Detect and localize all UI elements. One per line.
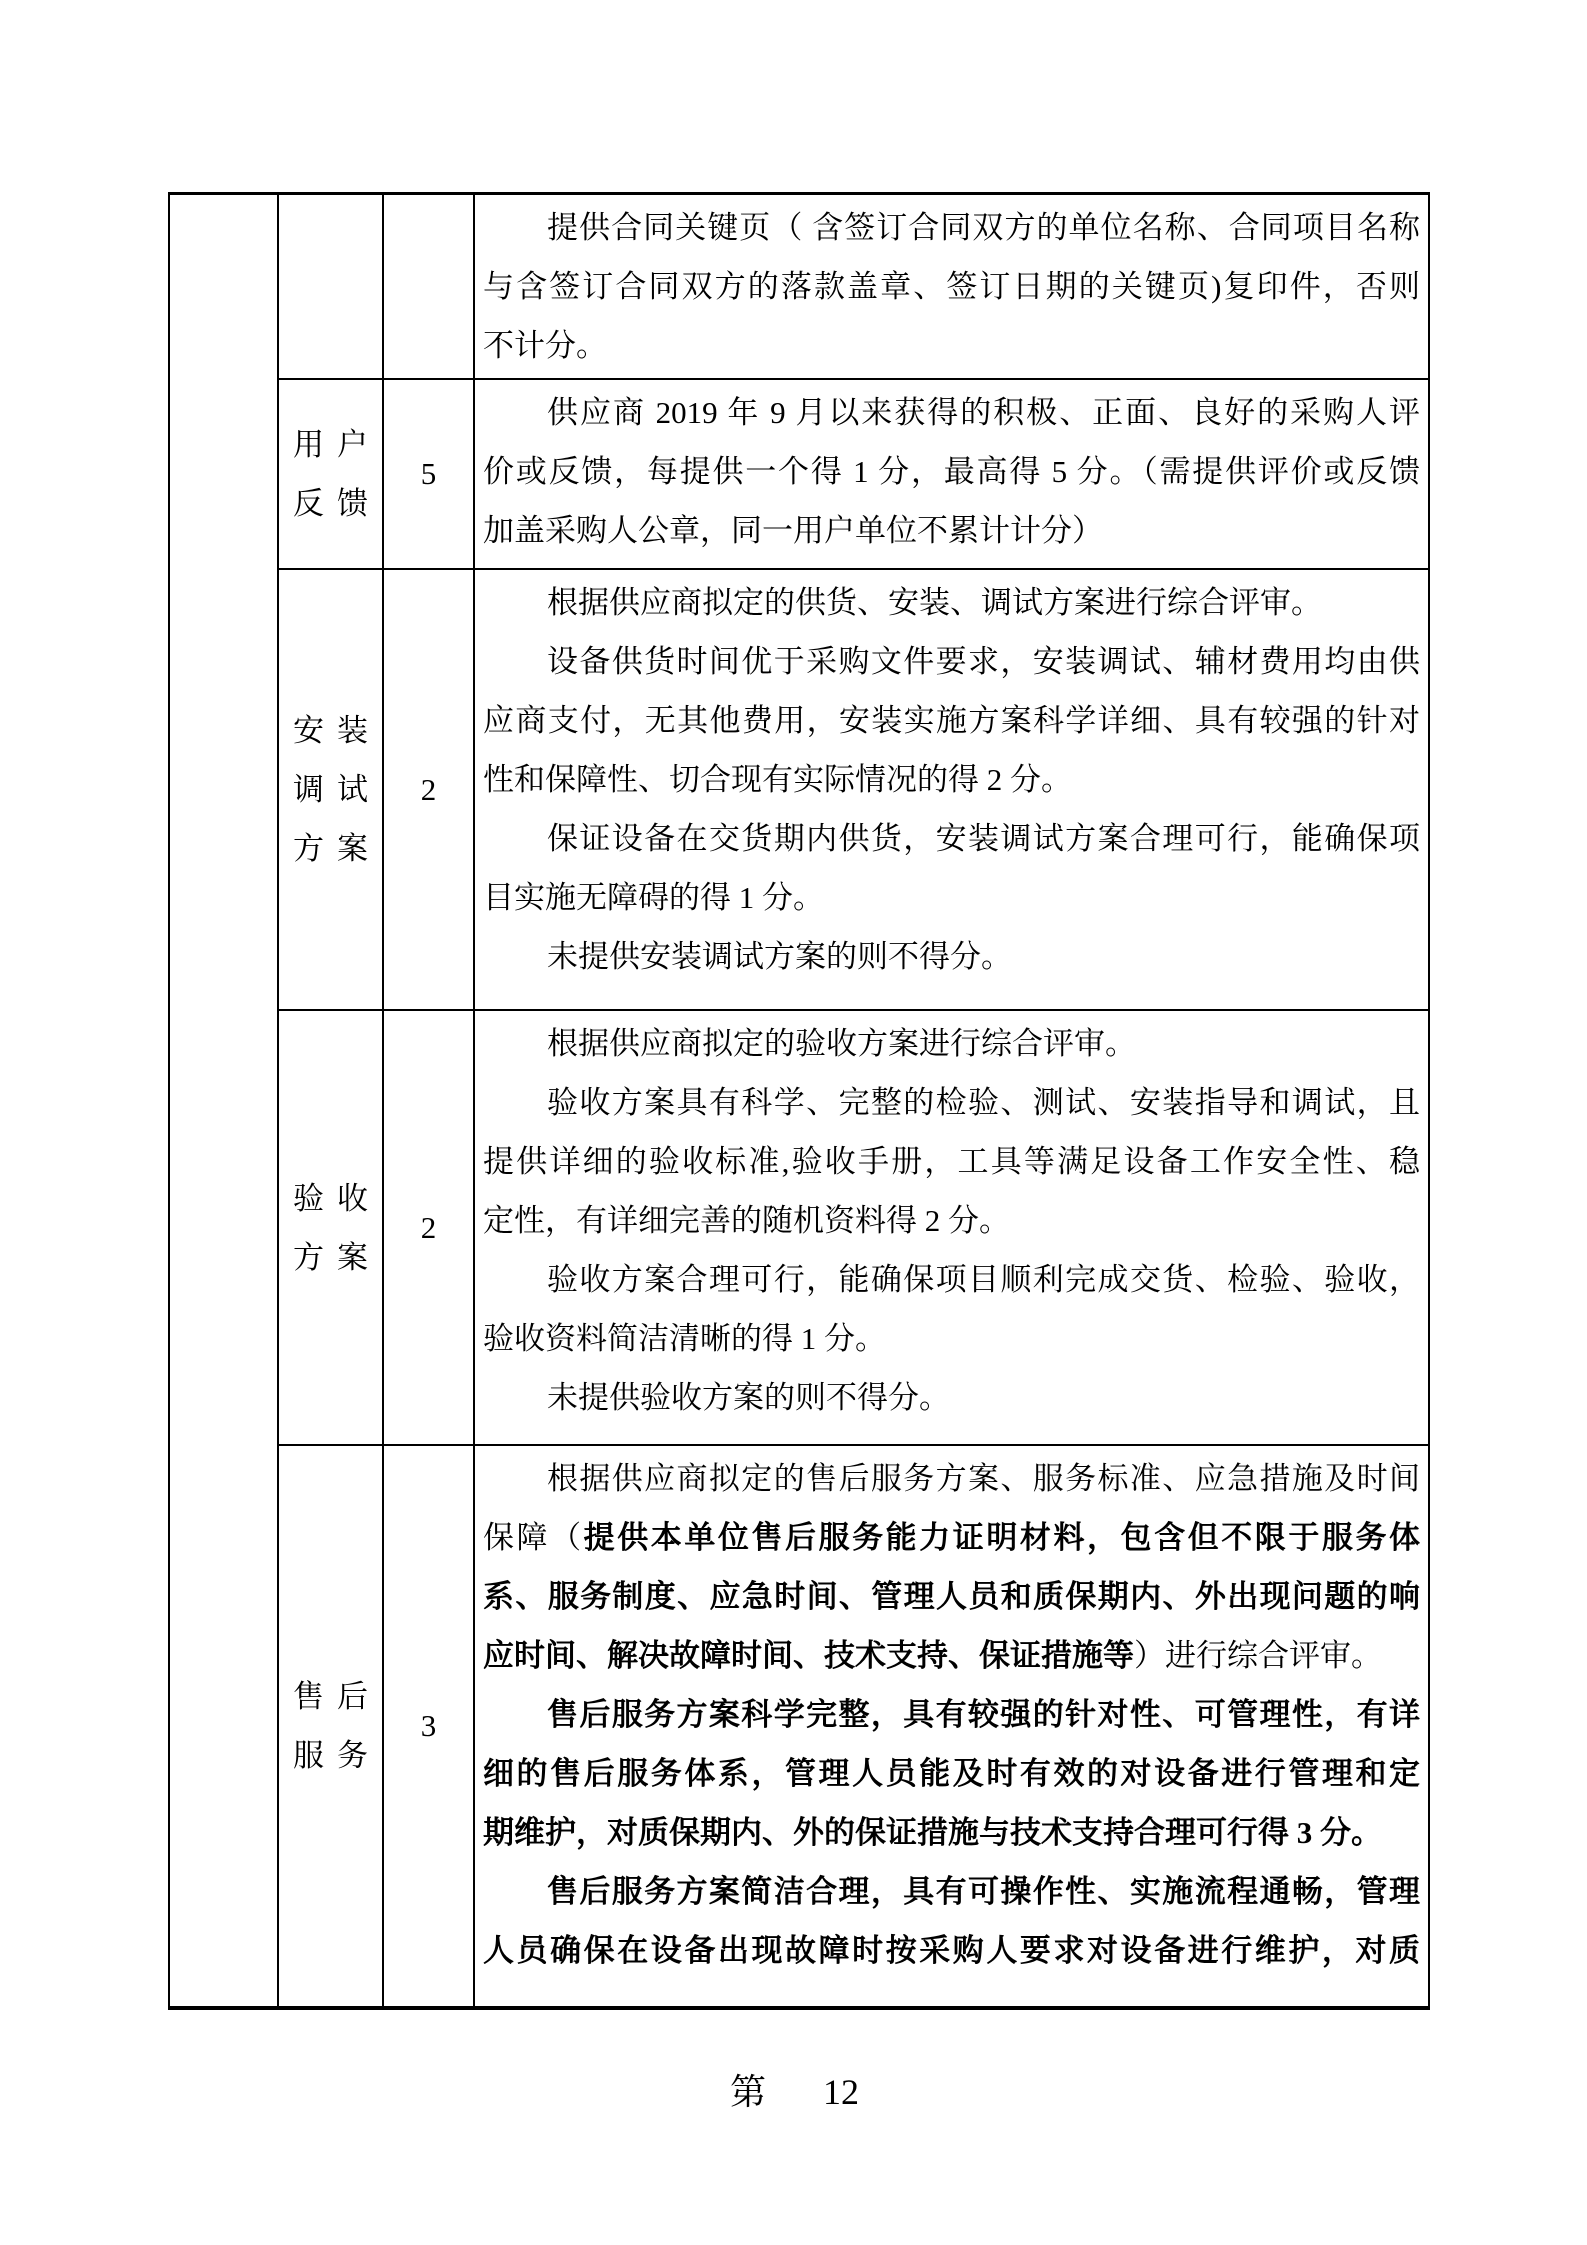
criterion-label-char: 户 bbox=[337, 427, 368, 462]
criterion-name-cell bbox=[279, 570, 384, 1009]
criterion-label-char: 安 bbox=[293, 713, 324, 748]
description-line bbox=[483, 1191, 1420, 1250]
description-line bbox=[483, 1803, 1420, 1862]
description-text: 验收资料简洁清晰的得 1 分。 bbox=[483, 1321, 886, 1356]
description-text: 价或反馈，每提供一个得 1 分，最高得 5 分。（需提供评价或反馈 bbox=[483, 454, 1420, 489]
description-line bbox=[483, 1309, 1420, 1368]
description-line bbox=[483, 809, 1420, 868]
description-text: 根据供应商拟定的验收方案进行综合评审。 bbox=[547, 1026, 1136, 1061]
description-line bbox=[483, 632, 1420, 691]
description-text: 未提供安装调试方案的则不得分。 bbox=[547, 939, 1012, 974]
merged-left-column-cell bbox=[170, 195, 279, 2006]
description-line bbox=[483, 1862, 1420, 1921]
description-text-bold: 人员确保在设备出现故障时按采购人要求对设备进行维护，对质 bbox=[483, 1933, 1420, 1968]
criterion-label-line bbox=[293, 701, 368, 760]
description-text-bold: 细的售后服务体系，管理人员能及时有效的对设备进行管理和定 bbox=[483, 1756, 1420, 1791]
description-text: 应商支付，无其他费用，安装实施方案科学详细、具有较强的针对 bbox=[483, 703, 1420, 738]
criterion-label-line bbox=[293, 1667, 368, 1726]
description-line bbox=[483, 383, 1420, 442]
description-text: 性和保障性、切合现有实际情况的得 2 分。 bbox=[483, 762, 1072, 797]
criterion-label-line bbox=[293, 474, 368, 533]
description-text: 未提供验收方案的则不得分。 bbox=[547, 1380, 950, 1415]
description-text: 不计分。 bbox=[483, 328, 607, 363]
description-text: 验收方案具有科学、完整的检验、测试、安装指导和调试，且 bbox=[547, 1085, 1420, 1120]
description-text: 目实施无障碍的得 1 分。 bbox=[483, 880, 824, 915]
table-row-acceptance-plan bbox=[279, 1011, 1428, 1446]
table-row-contract-note bbox=[279, 195, 1428, 380]
description-line bbox=[483, 1449, 1420, 1508]
description-text: 设备供货时间优于采购文件要求，安装调试、辅材费用均由供 bbox=[547, 644, 1420, 679]
criterion-label-char: 收 bbox=[337, 1180, 368, 1216]
criterion-score-cell: 2 bbox=[384, 1011, 475, 1444]
criterion-label-char: 验 bbox=[293, 1180, 324, 1216]
description-text-bold: 应时间、解决故障时间、技术支持、保证措施等 bbox=[483, 1638, 1134, 1673]
criterion-label-char: 案 bbox=[337, 831, 368, 866]
description-text: 保障（ bbox=[483, 1520, 584, 1555]
description-line bbox=[483, 1132, 1420, 1191]
description-line bbox=[483, 1626, 1420, 1685]
description-line bbox=[483, 1508, 1420, 1567]
evaluation-criteria-table bbox=[168, 192, 1430, 2010]
table-rows bbox=[279, 195, 1428, 2006]
description-line bbox=[483, 1014, 1420, 1073]
criterion-label-line bbox=[293, 1169, 368, 1228]
criterion-label-char: 装 bbox=[337, 713, 368, 748]
description-line bbox=[483, 1250, 1420, 1309]
criterion-description-cell bbox=[475, 570, 1428, 1009]
description-text: 验收方案合理可行，能确保项目顺利完成交货、检验、验收， bbox=[547, 1262, 1420, 1297]
description-text: 根据供应商拟定的售后服务方案、服务标准、应急措施及时间 bbox=[547, 1461, 1420, 1496]
criterion-name-cell bbox=[279, 1011, 384, 1444]
description-line bbox=[483, 691, 1420, 750]
footer-page-prefix: 第 bbox=[730, 2072, 767, 2112]
table-row-install-debug-plan bbox=[279, 570, 1428, 1011]
description-line bbox=[483, 1921, 1420, 1980]
criterion-label-line bbox=[293, 819, 368, 878]
description-text: 提供详细的验收标准,验收手册，工具等满足设备工作安全性、稳 bbox=[483, 1144, 1420, 1179]
description-line bbox=[483, 198, 1420, 257]
footer-page-number: 12 bbox=[823, 2072, 859, 2112]
description-line bbox=[483, 442, 1420, 501]
criterion-label-char: 试 bbox=[337, 772, 368, 807]
criterion-description-cell bbox=[475, 1011, 1428, 1444]
description-text-bold: 售后服务方案科学完整，具有较强的针对性、可管理性，有详 bbox=[547, 1697, 1420, 1732]
description-line bbox=[483, 501, 1420, 560]
description-text: 与含签订合同双方的落款盖章、签订日期的关键页)复印件，否则 bbox=[483, 269, 1420, 304]
criterion-name-cell bbox=[279, 380, 384, 568]
description-line bbox=[483, 750, 1420, 809]
description-line bbox=[483, 573, 1420, 632]
criterion-score-cell: 5 bbox=[384, 380, 475, 568]
description-line bbox=[483, 1073, 1420, 1132]
description-line bbox=[483, 1685, 1420, 1744]
description-text: 提供合同关键页（ 含签订合同双方的单位名称、合同项目名称 bbox=[547, 210, 1420, 245]
criterion-label-char: 反 bbox=[293, 486, 324, 521]
criterion-score-cell: 3 bbox=[384, 1446, 475, 2006]
criterion-label-line bbox=[293, 1228, 368, 1287]
criterion-name-cell bbox=[279, 195, 384, 378]
criterion-score-cell bbox=[384, 195, 475, 378]
description-text-bold: 系、服务制度、应急时间、管理人员和质保期内、外出现问题的响 bbox=[483, 1579, 1420, 1614]
description-text-bold: 期维护，对质保期内、外的保证措施与技术支持合理可行得 3 分。 bbox=[483, 1815, 1382, 1850]
criterion-label-line bbox=[293, 415, 368, 474]
description-text: 根据供应商拟定的供货、安装、调试方案进行综合评审。 bbox=[547, 585, 1322, 620]
criterion-label-line bbox=[293, 760, 368, 819]
description-text-bold: 售后服务方案简洁合理，具有可操作性、实施流程通畅，管理 bbox=[547, 1874, 1420, 1909]
description-line bbox=[483, 316, 1420, 375]
criterion-name-cell bbox=[279, 1446, 384, 2006]
criterion-label-char: 用 bbox=[293, 427, 324, 462]
page-footer bbox=[0, 2072, 1587, 2122]
criterion-label-char: 馈 bbox=[337, 486, 368, 521]
description-line bbox=[483, 1368, 1420, 1427]
description-text-bold: 提供本单位售后服务能力证明材料，包含但不限于服务体 bbox=[583, 1520, 1420, 1555]
criterion-label-char: 调 bbox=[293, 772, 324, 807]
criterion-label-char: 方 bbox=[293, 831, 324, 866]
table-row-user-feedback bbox=[279, 380, 1428, 570]
description-line bbox=[483, 1744, 1420, 1803]
criterion-label-char: 后 bbox=[337, 1679, 368, 1714]
description-text: 保证设备在交货期内供货，安装调试方案合理可行，能确保项 bbox=[547, 821, 1420, 856]
description-text: 定性，有详细完善的随机资料得 2 分。 bbox=[483, 1203, 1010, 1238]
description-line bbox=[483, 257, 1420, 316]
description-text: 供应商 2019 年 9 月以来获得的积极、正面、良好的采购人评 bbox=[547, 395, 1420, 430]
criterion-label-char: 务 bbox=[337, 1738, 368, 1773]
criterion-label-line bbox=[293, 1726, 368, 1785]
description-line bbox=[483, 927, 1420, 986]
criterion-description-cell bbox=[475, 195, 1428, 378]
description-text: ）进行综合评审。 bbox=[1134, 1638, 1382, 1673]
criterion-label-char: 服 bbox=[293, 1738, 324, 1773]
table-row-after-sales-service bbox=[279, 1446, 1428, 2006]
criterion-label-char: 案 bbox=[337, 1239, 368, 1275]
criterion-description-cell bbox=[475, 380, 1428, 568]
criterion-description-cell bbox=[475, 1446, 1428, 2006]
description-text: 加盖采购人公章，同一用户单位不累计计分） bbox=[483, 513, 1103, 548]
description-line bbox=[483, 1567, 1420, 1626]
criterion-score-cell: 2 bbox=[384, 570, 475, 1009]
description-line bbox=[483, 868, 1420, 927]
criterion-label-char: 售 bbox=[293, 1679, 324, 1714]
criterion-label-char: 方 bbox=[293, 1239, 324, 1275]
